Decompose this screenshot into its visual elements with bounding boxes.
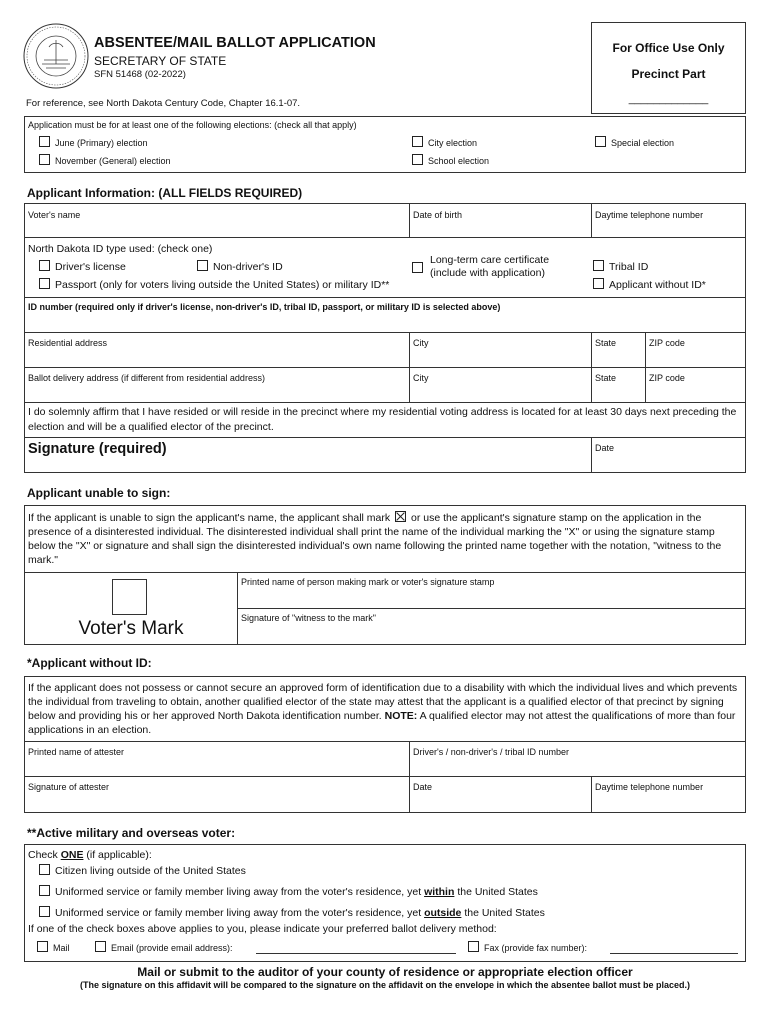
without-id-heading: *Applicant without ID:	[27, 656, 152, 670]
residential-address-label: Residential address	[28, 338, 108, 348]
non-drivers-id-label: Non-driver's ID	[213, 261, 283, 273]
special-label: Special election	[611, 138, 675, 148]
witness-signature-field[interactable]	[241, 613, 741, 643]
passport-option[interactable]	[39, 278, 389, 291]
mail-checkbox[interactable]	[37, 941, 48, 952]
outside-emphasis: outside	[424, 907, 462, 919]
attester-phone-label: Daytime telephone number	[595, 782, 704, 792]
printed-name-mark-field[interactable]	[241, 577, 741, 607]
fax-input-line[interactable]	[610, 953, 738, 954]
delivery-question: If one of the check boxes above applies to you, please indicate your preferred ballot delivery method:	[28, 923, 497, 935]
june-label: June (Primary) election	[55, 138, 148, 148]
precinct-blank[interactable]: _____________	[628, 93, 709, 105]
signature-date-field[interactable]	[595, 443, 743, 471]
unable-text-part2: or use the applicant's signature stamp on the application in the presence of a disinterested individual. The disinterested individual shall print the name of the individual marking the "X" or using the signature stamp below the "X" or signature and shall sign the disinterested individual's own name following the printed name together with the notation, "witness to the mark."	[28, 512, 722, 566]
note-label: NOTE:	[384, 710, 418, 722]
applicant-box	[24, 203, 746, 473]
uniformed-outside-option[interactable]: Uniformed service or family member living away from the voter's residence, yet outside the United States	[39, 906, 545, 919]
june-election-option[interactable]	[39, 136, 148, 148]
attester-signature-field[interactable]	[28, 782, 406, 810]
june-checkbox[interactable]	[39, 136, 50, 147]
within-emphasis: within	[424, 886, 455, 898]
without-id-label: Applicant without ID*	[609, 279, 706, 291]
affirmation-text: I do solemnly affirm that I have resided or will reside in the precinct where my residential voting address is located for at least 30 days next preceding the election and will be a qualified elector of the precinct.	[28, 406, 737, 433]
mail-label: Mail	[53, 943, 70, 953]
email-input-line[interactable]	[256, 953, 456, 954]
agency-name: SECRETARY OF STATE	[94, 54, 227, 68]
non-drivers-id-checkbox[interactable]	[197, 260, 208, 271]
reference-note: For reference, see North Dakota Century Code, Chapter 16.1-07.	[26, 98, 301, 109]
check-one-emphasis: ONE	[60, 849, 84, 861]
delivery-address-field[interactable]	[28, 373, 406, 401]
email-option[interactable]	[95, 941, 233, 953]
drivers-license-checkbox[interactable]	[39, 260, 50, 271]
delivery-address-label: Ballot delivery address (if different from residential address)	[28, 373, 265, 383]
school-election-option[interactable]	[412, 154, 489, 166]
unable-text-part1: If the applicant is unable to sign the applicant's name, the applicant shall mark	[28, 512, 391, 524]
longterm-care-label: Long-term care certificate	[430, 254, 550, 266]
submit-instruction: Mail or submit to the auditor of your county of residence or appropriate election officer	[137, 965, 633, 979]
attester-signature-label: Signature of attester	[28, 782, 110, 792]
delivery-zip-field[interactable]	[649, 373, 743, 401]
fax-option[interactable]	[468, 941, 587, 953]
military-box	[24, 844, 746, 962]
form-title: ABSENTEE/MAIL BALLOT APPLICATION	[94, 35, 376, 51]
precinct-label: Precinct Part	[631, 67, 706, 81]
attester-date-field[interactable]	[413, 782, 588, 810]
witness-signature-label: Signature of "witness to the mark"	[241, 613, 376, 623]
email-label: Email (provide email address):	[111, 943, 233, 953]
id-number-label: ID number (required only if driver's license, non-driver's ID, tribal ID, passport, or military ID is selected above)	[28, 302, 501, 312]
signature-label: Signature (required)	[28, 441, 167, 457]
residential-zip-field[interactable]	[649, 338, 743, 366]
tribal-id-checkbox[interactable]	[593, 260, 604, 271]
delivery-zip-label: ZIP code	[649, 373, 685, 383]
uniformed-within-option[interactable]: Uniformed service or family member living away from the voter's residence, yet within the United States	[39, 885, 538, 898]
attester-id-label: Driver's / non-driver's / tribal ID number	[413, 747, 569, 757]
voters-mark-box[interactable]	[112, 579, 147, 615]
dob-field[interactable]	[413, 210, 588, 234]
attester-id-field[interactable]	[413, 747, 741, 775]
residential-zip-label: ZIP code	[649, 338, 685, 348]
drivers-license-label: Driver's license	[55, 261, 126, 273]
residential-state-field[interactable]	[595, 338, 643, 366]
phone-label: Daytime telephone number	[595, 210, 704, 220]
delivery-city-field[interactable]	[413, 373, 588, 401]
residential-address-field[interactable]	[28, 338, 406, 366]
delivery-state-field[interactable]	[595, 373, 643, 401]
city-label: City election	[428, 138, 478, 148]
voters-mark-label: Voter's Mark	[78, 618, 184, 639]
passport-checkbox[interactable]	[39, 278, 50, 289]
unable-text	[28, 511, 742, 567]
printed-attester-field[interactable]	[28, 747, 406, 775]
longterm-care-checkbox[interactable]	[412, 262, 423, 273]
state-seal	[22, 22, 90, 90]
special-checkbox[interactable]	[595, 136, 606, 147]
non-drivers-id-option[interactable]	[197, 260, 283, 273]
phone-field[interactable]	[595, 210, 743, 234]
delivery-city-label: City	[413, 373, 429, 383]
id-type-label: North Dakota ID type used: (check one)	[28, 243, 213, 255]
tribal-id-option[interactable]	[593, 260, 648, 273]
tribal-id-label: Tribal ID	[609, 261, 649, 273]
november-label: November (General) election	[55, 156, 171, 166]
attester-phone-field[interactable]	[595, 782, 743, 810]
residential-city-label: City	[413, 338, 429, 348]
drivers-license-option[interactable]	[39, 260, 126, 273]
attester-date-label: Date	[413, 782, 433, 792]
uniformed-within-checkbox[interactable]	[39, 885, 50, 896]
without-id-option[interactable]	[593, 278, 706, 291]
citizen-outside-checkbox[interactable]	[39, 864, 50, 875]
without-id-text: If the applicant does not possess or cannot secure an approved form of identification due to a disability with which the individual lives and which prevents the individual from traveling to obtain, another qualified elector of the state may attest that the applicant is a qualified elector of that precinct by signing below and providing his or her approved North Dakota identification number. NOTE: A qualified elector may not attest the qualifications of more than four applications in an election.	[28, 682, 738, 736]
delivery-state-label: State	[595, 373, 617, 383]
fax-label: Fax (provide fax number):	[484, 943, 588, 953]
office-use-box	[591, 22, 746, 114]
school-label: School election	[428, 156, 490, 166]
voters-name-field[interactable]	[28, 210, 406, 234]
form-number: SFN 51468 (02-2022)	[94, 69, 186, 80]
school-checkbox[interactable]	[412, 154, 423, 165]
november-election-option[interactable]	[39, 154, 171, 166]
fax-checkbox[interactable]	[468, 941, 479, 952]
signature-comparison-note: (The signature on this affidavit will be compared to the signature on the affidavit on the envelope in which the absentee ballot must be placed.)	[79, 980, 691, 990]
dob-label: Date of birth	[413, 210, 463, 220]
signature-field[interactable]	[28, 440, 588, 472]
mail-option[interactable]	[37, 941, 70, 953]
residential-state-label: State	[595, 338, 617, 348]
note-text: A qualified elector may not attest the qualifications of more than four applications in an election.	[28, 710, 736, 736]
signature-date-label: Date	[595, 443, 615, 453]
printed-attester-label: Printed name of attester	[28, 747, 125, 757]
november-checkbox[interactable]	[39, 154, 50, 165]
elections-box	[24, 116, 746, 173]
elections-intro: Application must be for at least one of the following elections: (check all that apply)	[28, 120, 357, 130]
printed-name-mark-label: Printed name of person making mark or voter's signature stamp	[241, 577, 495, 587]
special-election-option[interactable]	[595, 136, 674, 148]
passport-label: Passport (only for voters living outside the United States) or military ID**	[55, 279, 390, 291]
id-number-field[interactable]	[28, 302, 742, 332]
city-checkbox[interactable]	[412, 136, 423, 147]
without-id-checkbox[interactable]	[593, 278, 604, 289]
citizen-outside-option[interactable]	[39, 864, 246, 877]
longterm-care-option[interactable]	[412, 254, 549, 280]
without-id-box	[24, 676, 746, 813]
city-election-option[interactable]	[412, 136, 477, 148]
voters-name-label: Voter's name	[28, 210, 81, 220]
check-one-instruction: Check ONE (if applicable):	[28, 849, 152, 861]
unable-heading: Applicant unable to sign:	[27, 486, 171, 500]
unable-box	[24, 505, 746, 645]
email-checkbox[interactable]	[95, 941, 106, 952]
x-mark-icon	[395, 511, 406, 522]
longterm-care-note: (include with application)	[430, 267, 545, 279]
applicant-heading: Applicant Information: (ALL FIELDS REQUIRED)	[27, 186, 303, 200]
uniformed-outside-checkbox[interactable]	[39, 906, 50, 917]
military-heading: **Active military and overseas voter:	[27, 826, 236, 840]
office-use-label: For Office Use Only	[612, 41, 725, 55]
citizen-outside-label: Citizen living outside of the United States	[55, 865, 246, 877]
residential-city-field[interactable]	[413, 338, 588, 366]
